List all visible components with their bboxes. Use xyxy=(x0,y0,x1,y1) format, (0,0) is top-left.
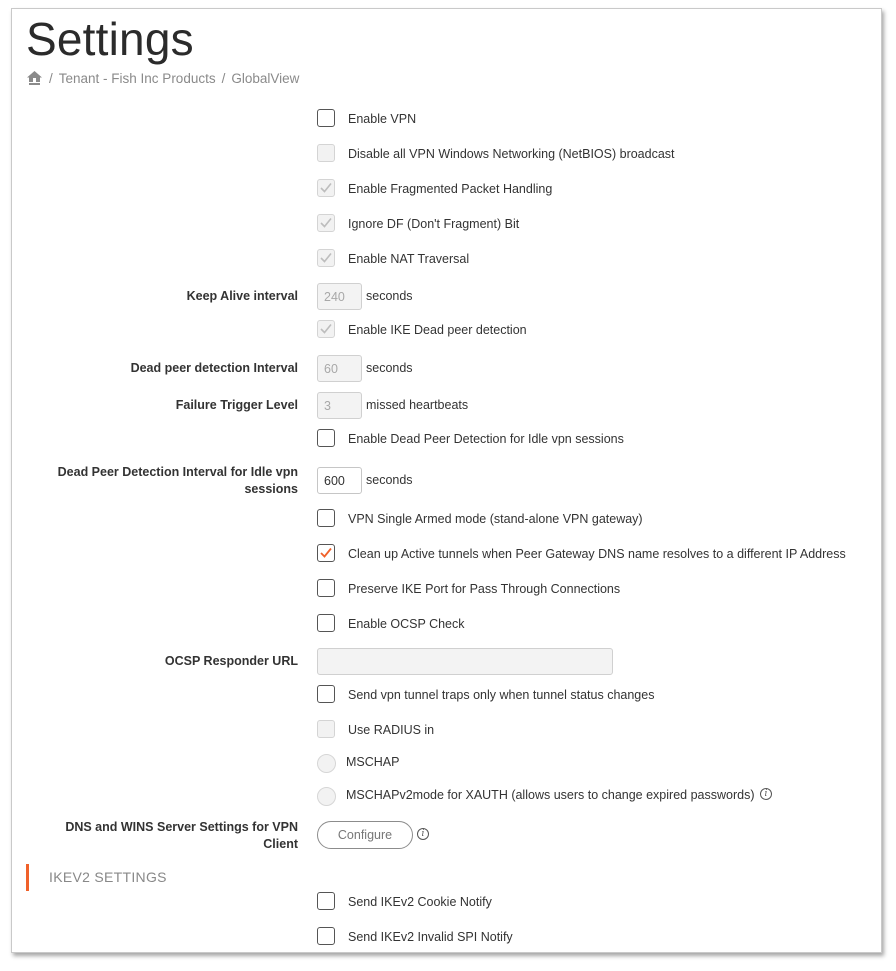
ocsp-url-input[interactable] xyxy=(317,648,613,675)
send-traps-label: Send vpn tunnel traps only when tunnel status changes xyxy=(348,688,655,702)
ikev2-invalid-spi-label: Send IKEv2 Invalid SPI Notify xyxy=(348,930,513,944)
ocsp-url-label: OCSP Responder URL xyxy=(164,654,298,668)
dpd-idle-label: Enable Dead Peer Detection for Idle vpn sessions xyxy=(348,432,624,446)
dpd-interval-input[interactable]: 60 xyxy=(317,355,362,382)
cleanup-tunnels-checkbox[interactable] xyxy=(317,544,335,562)
configure-button[interactable]: Configure xyxy=(317,821,413,849)
preserve-ike-label: Preserve IKE Port for Pass Through Connections xyxy=(348,582,621,596)
ocsp-check-checkbox[interactable] xyxy=(317,614,335,632)
dns-wins-label-line1: DNS and WINS Server Settings for VPN xyxy=(65,820,298,834)
ignore-df-checkbox[interactable] xyxy=(317,214,335,232)
dpd-idle-interval-label-line2: sessions xyxy=(244,482,298,496)
ikev2-section-title: IKEV2 SETTINGS xyxy=(49,869,167,885)
mschap-radio[interactable] xyxy=(317,754,336,773)
nat-traversal-label: Enable NAT Traversal xyxy=(348,252,470,266)
home-icon[interactable] xyxy=(26,70,43,86)
enable-vpn-checkbox[interactable] xyxy=(317,109,335,127)
info-icon[interactable]: i xyxy=(760,788,772,800)
fragmented-packet-checkbox[interactable] xyxy=(317,179,335,197)
ike-dpd-label: Enable IKE Dead peer detection xyxy=(348,323,527,337)
ikev2-section-header xyxy=(26,864,167,891)
check-icon xyxy=(320,323,332,334)
check-icon xyxy=(320,252,332,263)
breadcrumb-separator: / xyxy=(49,70,53,86)
keep-alive-label: Keep Alive interval xyxy=(186,289,298,303)
mschapv2-label: MSCHAPv2mode for XAUTH (allows users to change expired passwords) xyxy=(346,788,755,802)
disable-netbios-checkbox[interactable] xyxy=(317,144,335,162)
dns-wins-label-line2: Client xyxy=(263,837,298,851)
check-icon xyxy=(320,547,332,558)
dpd-interval-label: Dead peer detection Interval xyxy=(130,361,298,375)
keep-alive-input[interactable]: 240 xyxy=(317,283,362,310)
nat-traversal-checkbox[interactable] xyxy=(317,249,335,267)
cleanup-tunnels-label: Clean up Active tunnels when Peer Gateway DNS name resolves to a different IP Address xyxy=(348,547,846,561)
use-radius-checkbox[interactable] xyxy=(317,720,335,738)
dpd-idle-interval-unit: seconds xyxy=(366,473,413,487)
dpd-idle-checkbox[interactable] xyxy=(317,429,335,447)
dpd-idle-interval-label xyxy=(38,464,298,498)
dpd-interval-unit: seconds xyxy=(366,361,413,375)
check-icon xyxy=(320,182,332,193)
enable-vpn-label: Enable VPN xyxy=(348,112,417,126)
breadcrumb-separator: / xyxy=(221,70,226,86)
breadcrumb xyxy=(26,70,299,86)
ignore-df-label: Ignore DF (Don't Fragment) Bit xyxy=(348,217,520,231)
failure-trigger-input[interactable]: 3 xyxy=(317,392,362,419)
mschapv2-radio[interactable] xyxy=(317,787,336,806)
ikev2-cookie-notify-checkbox[interactable] xyxy=(317,892,335,910)
single-armed-label: VPN Single Armed mode (stand-alone VPN gateway) xyxy=(348,512,643,526)
dns-wins-label xyxy=(38,819,298,853)
fragmented-packet-label: Enable Fragmented Packet Handling xyxy=(348,182,553,196)
use-radius-label: Use RADIUS in xyxy=(348,723,435,737)
send-traps-checkbox[interactable] xyxy=(317,685,335,703)
ocsp-check-label: Enable OCSP Check xyxy=(348,617,465,631)
failure-trigger-unit: missed heartbeats xyxy=(366,398,469,412)
failure-trigger-label: Failure Trigger Level xyxy=(175,398,298,412)
mschap-label: MSCHAP xyxy=(346,755,400,769)
ike-dpd-checkbox[interactable] xyxy=(317,320,335,338)
dpd-idle-interval-label-line1: Dead Peer Detection Interval for Idle vpn xyxy=(57,465,298,479)
dpd-idle-interval-input[interactable]: 600 xyxy=(317,467,362,494)
single-armed-checkbox[interactable] xyxy=(317,509,335,527)
ikev2-invalid-spi-checkbox[interactable] xyxy=(317,927,335,945)
ikev2-cookie-notify-label: Send IKEv2 Cookie Notify xyxy=(348,895,492,909)
breadcrumb-tenant[interactable]: Tenant - Fish Inc Products xyxy=(58,70,216,86)
page-title: Settings xyxy=(26,13,194,65)
info-icon[interactable]: i xyxy=(417,828,429,840)
breadcrumb-globalview[interactable]: GlobalView xyxy=(231,70,300,86)
preserve-ike-checkbox[interactable] xyxy=(317,579,335,597)
settings-window xyxy=(11,8,882,953)
check-icon xyxy=(320,217,332,228)
keep-alive-unit: seconds xyxy=(366,289,413,303)
disable-netbios-label: Disable all VPN Windows Networking (NetBIOS) broadcast xyxy=(348,147,675,161)
